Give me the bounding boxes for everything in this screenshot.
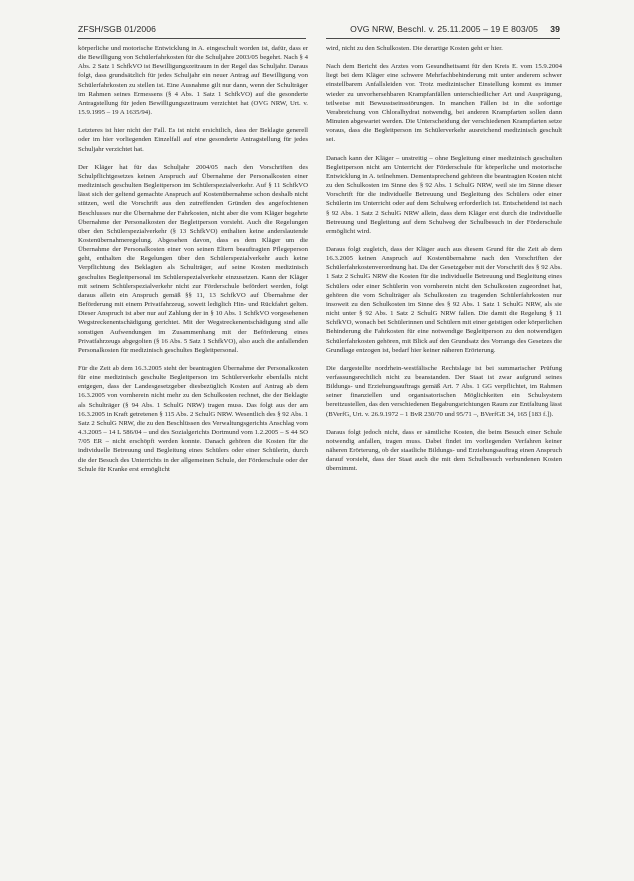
paragraph: Daraus folgt zugleich, dass der Kläger auch aus diesem Grund für die Zeit ab dem 16.3.2005 keinen Anspruch auf Kostenübernahme nach den Vorschriften der Schülerfahrkostenverordnung hat. Da der Gesetzgeber mit der Vorschrift des § 92 Abs. 1 Satz 2 SchulG NRW die Kosten für die individuelle Betreuung und Begleitung eines Schülers oder einer Schülerin von vornherein nicht den Schulkosten zugeordnet hat, gehören die vom Schulträger als Schulkosten zu tragenden Schülerfahrkosten nur insoweit zu den Schulkosten im Sinne des § 92 Abs. 1 Satz 1 SchulG NRW, als sie nicht unter § 92 Abs. 1 Satz 2 SchulG NRW fallen. Die damit die Regelung § 11 SchfkVO, wonach bei Schülerinnen und Schülern mit einer geistigen oder körperlichen Behinderung die Fahrkosten für eine notwendige Begleitperson zu den notwendigen Schülerfahrkosten gehören, mit Blick auf den Grundsatz des Vorrangs des Gesetzes die Grundlage entzogen ist, bedarf hier keiner näheren Erörterung.	[326, 245, 562, 354]
header-rule-right	[326, 38, 560, 39]
header-rule-left	[78, 38, 306, 39]
journal-issue: ZFSH/SGB 01/2006	[78, 24, 157, 34]
case-citation: OVG NRW, Beschl. v. 25.11.2005 – 19 E 803/05	[350, 24, 538, 34]
paragraph: körperliche und motorische Entwicklung in A. eingeschult worden ist, dafür, dass er die Bewilligung von Schülerfahrkosten für die Schuljahre 2003/05 begehrt. Nach § 4 Abs. 2 Satz 1 SchfkVO ist Bewilligungszeitraum in der Regel das Schuljahr. Daraus folgt, dass grundsätzlich für jedes Schuljahr ein neuer Antrag auf Bewilligung von Schülerfahrkosten zu stellen ist. Eine Ausnahme gilt nur dann, wenn der Schulträger im Rahmen seines Ermessens (§ 4 Abs. 1 Satz 1 SchfkVO) auf die gesonderte Antragstellung für jeden Bewilligungszeitraum verzichtet hat (OVG NRW, Urt. v. 15.9.1995 – 19 A 1635/94).	[78, 45, 308, 117]
left-column	[78, 44, 308, 482]
paragraph: Letzteres ist hier nicht der Fall. Es ist nicht ersichtlich, dass der Beklagte generell oder im hier vorliegenden Einzelfall auf eine gesonderte Antragstellung für jedes Schuljahr verzichtet hat.	[78, 127, 308, 153]
paragraph: Die dargestellte nordrhein-westfälische Rechtslage ist bei summarischer Prüfung verfassungsrechtlich nicht zu beanstanden. Der Staat ist zwar aufgrund seines Bildungs- und Erziehungsauftrags gemäß Art. 7 Abs. 1 GG verpflichtet, im Rahmen seiner finanziellen und organisatorischen Möglichkeiten ein Schulsystem bereitzustellen, das den verschiedenen Begabungsrichtungen Raum zur Entfaltung lässt (BVerfG, Urt. v. 26.9.1972 – 1 BvR 230/70 und 95/71 –, BVerfGE 34, 165 [183 f.]).	[326, 364, 562, 418]
paragraph: Nach dem Bericht des Arztes vom Gesundheitsamt für den Kreis E. vom 15.9.2004 liegt bei dem Kläger eine schwere Mehrfachbehinderung mit unter anderem schwer einstellbarem Anfallsleiden vor. Trotz medizinischer Einstellung kommt es immer wieder zu unvorhersehbaren Krampfanfällen unterschiedlicher Art und Ausprägung, teilweise mit Bewusstseinsstörungen. In manchen Fällen ist in die sofortige Verabreichung von Chloralhydrat notwendig, bei anderen Krampfarten sollen dann Minuten abgewartet werden. Die Unterscheidung der verschiedenen Krampfarten setze voraus, dass die Begleitperson im Schülerverkehr ausreichend medizinisch geschult sei.	[326, 63, 562, 144]
running-header	[78, 24, 560, 38]
paragraph: Für die Zeit ab dem 16.3.2005 steht der beantragten Übernahme der Personalkosten für eine medizinisch geschulte Begleitperson im Schülerverkehr ebenfalls nicht entgegen, dass der Landesgesetzgeber diesbezüglich Kosten auf Antrag ab dem 16.3.2005 von vornherein nicht mehr zu den Schulkosten rechnet, die der Beklagte als Schulträger (§ 94 Abs. 1 SchulG NRW) tragen muss. Das folgt aus der am 16.3.2005 in Kraft getretenen § 115 Abs. 2 SchulG NRW. Wesentlich des § 92 Abs. 1 Satz 2 SchulG NRW, die zu den Beschlüssen des Verwaltungsgerichts Anschlag vom 4.3.2005 – 14 L 586/04 – und des Sozialgerichts Dortmund vom 1.2.2005 – S 44 SO 7/05 ER – nicht erschöpft werden konnte. Danach gehören die Kosten für die individuelle Betreuung und Begleitung eines Schülers oder einer Schülerin, durch die der Besuch des Unterrichts in der allgemeinen Schule, der Förderschule oder der Schule für Kranke erst ermöglicht	[78, 365, 308, 473]
paragraph: Der Kläger hat für das Schuljahr 2004/05 nach den Vorschriften des Schulpflichtgesetzes keinen Anspruch auf Übernahme der Personalkosten einer medizinisch geschulten Begleitperson im Schülerspezialverkehr. Auf § 11 SchfkVO lässt sich der geltend gemachte Anspruch auf Kostenübernahme schon deshalb nicht stützen, weil die Vorschrift aus den zutreffenden Gründen des angefochtenen Beschlusses nur die Übernahme der Fahrkosten, nicht aber die vom Kläger begehrte Übernahme der Personalkosten der Begleitperson vorsieht. Auch die Regelungen über den Schülerspezialverkehr (§ 13 SchfkVO) enthalten keine anderslautende Kostenübernahmeregelung. Abgesehen davon, dass es dem Kläger um die Übernahme der Personalkosten einer von seinen Eltern beauftragten Pflegeperson geht, enthalten die Regelungen über den Schülerspezialverkehr auch keine Verpflichtung des Beklagten als Schulträger, auf seine Kosten medizinisch geschultes Begleitpersonal im Schülerspezialverkehr einzusetzen. Kann der Kläger mit seinem Schülerspezialverkehr nicht zur Förderschule befördert werden, folgt daraus allein ein Anspruch gemäß §§ 11, 13 SchfkVO auf Übernahme der Beförderung mit einem Privatfahrzeug, soweit lediglich Hin- und Rückfahrt gelten. Dieser Anspruch ist aber nur auf Zahlung der in § 10 Abs. 1 SchfkVO vorgesehenen Wegstreckenentschädigung gerichtet. Mit der Wegstreckenentschädigung sind alle sonstigen Aufwendungen im Zusammenhang mit der Beförderung eines Privatfahrzeugs abgegolten (§ 16 Abs. 5 Satz 1 SchfkVO), also auch die anfallenden Personalkosten für medizinisch geschultes Begleitpersonal.	[78, 163, 308, 354]
right-column	[326, 44, 562, 482]
paragraph: Danach kann der Kläger – unstreitig – ohne Begleitung einer medizinisch geschulten Begleitperson nicht am Unterricht der Förderschule für körperliche und motorische Entwicklung in A. teilnehmen. Dementsprechend gehören die beantragten Kosten nicht zu den Schulkosten im Sinne des § 92 Abs. 1 SchulG NRW, weil sie im Sinne dieser Vorschrift für die individuelle Betreuung und Begleitung des Schülers oder einer Schülerin im Unterricht oder auf dem Schulweg erforderlich ist. Entscheidend ist nach § 92 Abs. 1 Satz 2 SchulG NRW allein, dass dem Kläger erst durch die individuelle Betreuung und Begleitung auf dem Schulweg der Schulbesuch in der Förderschule ermöglicht wird.	[326, 154, 562, 235]
page-number: 39	[550, 24, 560, 34]
paragraph: wird, nicht zu den Schulkosten. Die derartige Kosten geht er hier.	[326, 45, 503, 52]
paragraph: Daraus folgt jedoch nicht, dass er sämtliche Kosten, die beim Besuch einer Schule notwendig anfallen, tragen muss. Dabei findet im vorliegenden Verfahren keiner näheren Erörterung, ob der staatliche Bildungs- und Erziehungsauftrag einen Anspruch darauf vorsieht, dass der Staat auch die mit dem Schulbesuch verbundenen Kosten übernimmt.	[326, 428, 562, 473]
